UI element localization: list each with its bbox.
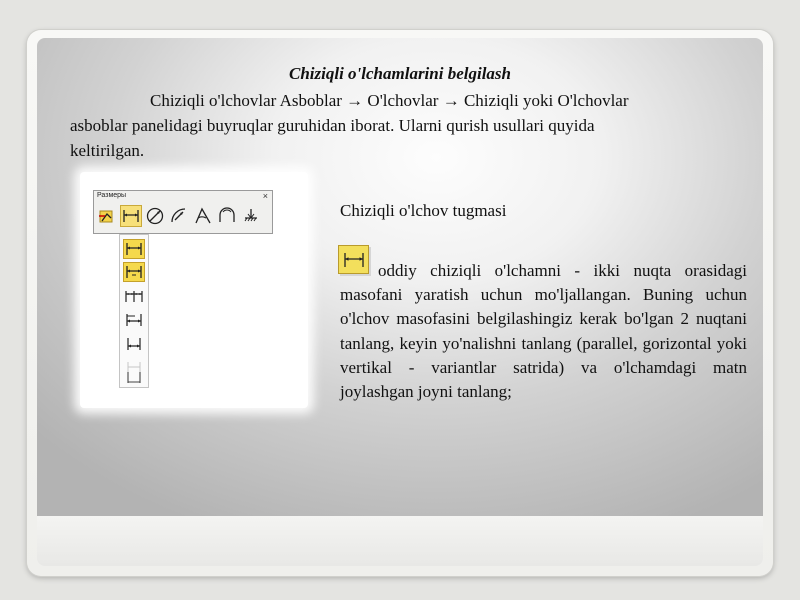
linear-dimension-dropdown <box>119 234 149 388</box>
slide-title: Chiziqli o'lchamlarini belgilash <box>289 64 511 83</box>
roughness-icon[interactable] <box>240 205 262 227</box>
linear-dimension-icon[interactable] <box>123 239 145 259</box>
intro-line: keltirilgan. <box>70 141 145 160</box>
linear-with-break-icon[interactable] <box>123 262 145 282</box>
intro-line: Chiziqli o'lchovlar Asboblar → O'lchovlar → Chiziqli yoki O'lchovlar <box>150 91 629 110</box>
toolbar-title: Размеры <box>97 192 127 199</box>
description-text: oddiy chiziqli o'lchamni - ikki nuqta orasidagi masofani yaratish uchun mo'ljallangan. Buning uchun o'lchov masofasini belgilashingiz kerak bo'lgan 2 nuqtani tanlang, keyin yo'nalishni tanlang (parallel, gorizontal yoki vertikal - variantlar satrida) va o'lchamdagi matn joylashgan joyni tanlang; <box>340 261 747 402</box>
section-heading: Chiziqli o'lchov tugmasi <box>340 201 507 220</box>
diameter-icon[interactable] <box>144 205 166 227</box>
angle-icon[interactable] <box>192 205 214 227</box>
chain-dimension-icon[interactable] <box>123 286 145 306</box>
auto-dimension-icon[interactable] <box>96 205 118 227</box>
intro-paragraph <box>70 88 730 163</box>
close-icon[interactable]: × <box>262 191 268 201</box>
radius-icon[interactable] <box>168 205 190 227</box>
dimensions-toolbar <box>93 190 273 234</box>
baseline-dimension-icon[interactable] <box>123 310 145 330</box>
slide-footer-band <box>37 516 763 566</box>
vertical-dimension-icon[interactable] <box>123 334 145 354</box>
dim-placeholder-icon[interactable] <box>123 369 145 389</box>
intro-line: asboblar panelidagi buyruqlar guruhidan iborat. Ularni qurish usullari quyida <box>70 116 595 135</box>
linear-dimension-icon[interactable] <box>120 205 142 227</box>
arc-length-icon[interactable] <box>216 205 238 227</box>
